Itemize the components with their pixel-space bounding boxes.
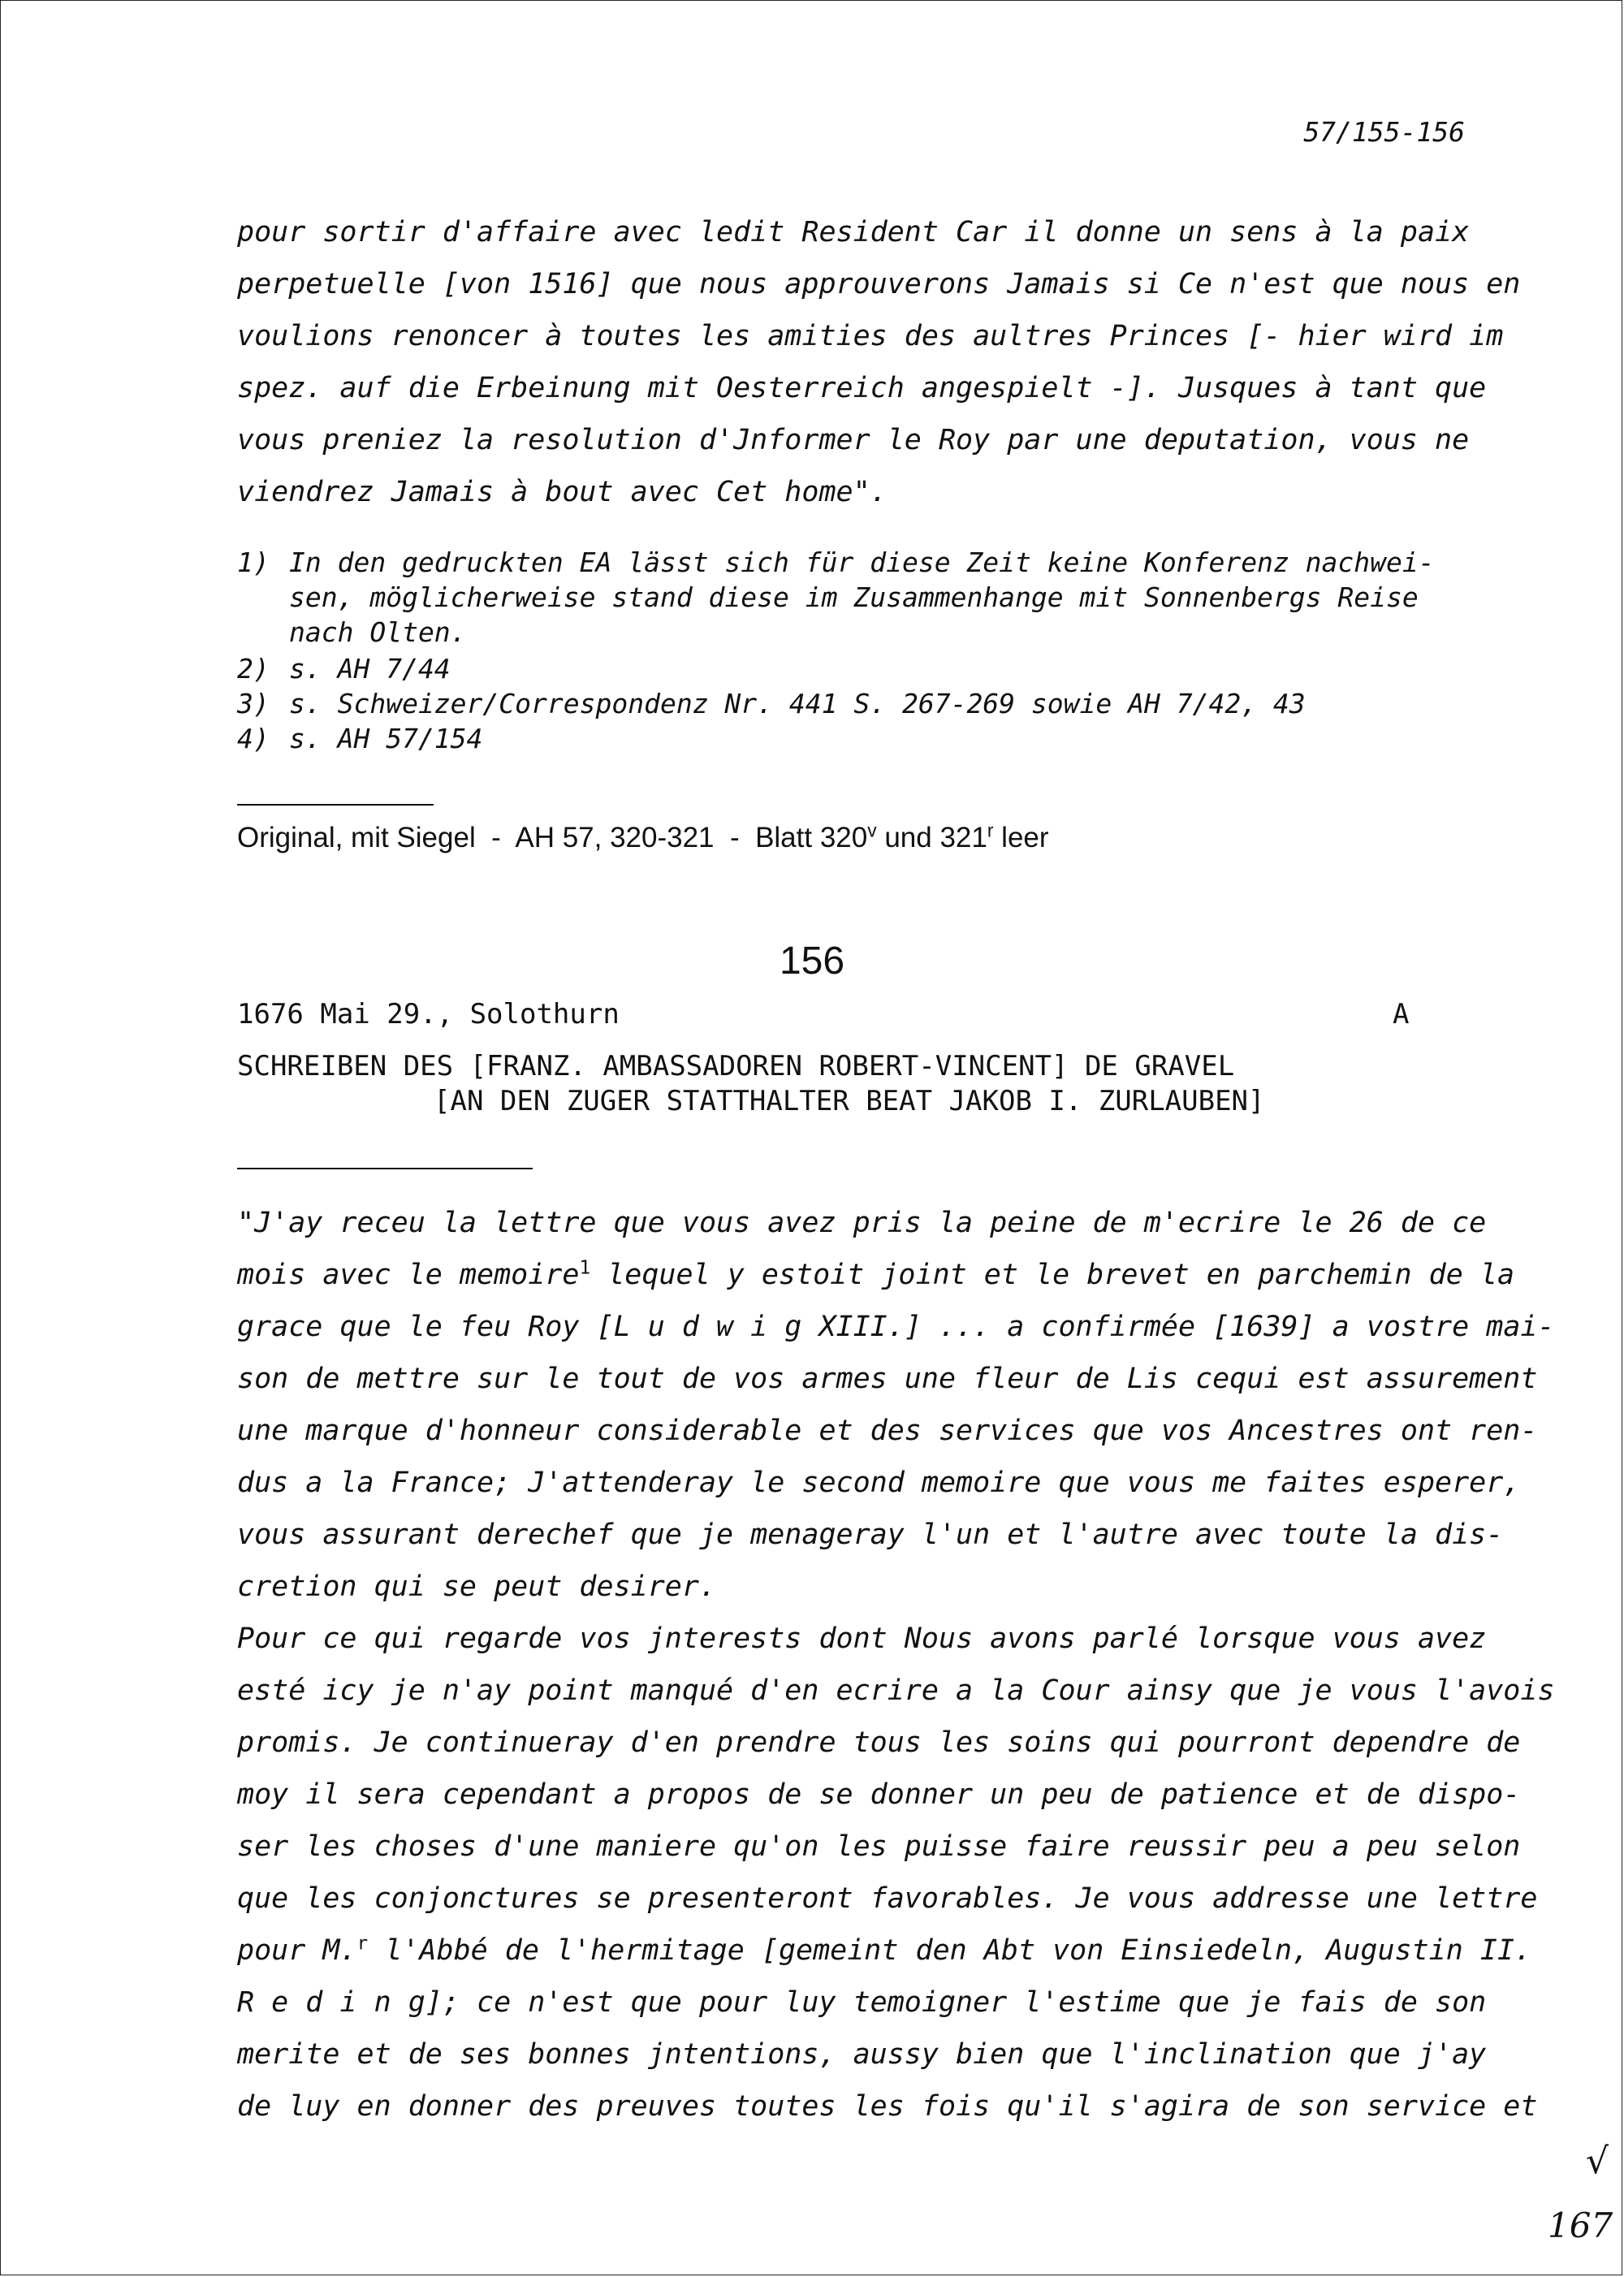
page-reference: 57/155-156 xyxy=(1303,116,1465,148)
document-title-line-1: SCHREIBEN DES [FRANZ. AMBASSADOREN ROBERT-VINCENT] DE GRAVEL xyxy=(237,1050,1235,1082)
text-line: dus a la France; J'attenderay le second memoire que vous me faites esperer, xyxy=(237,1467,1521,1499)
text-fragment: pour M. xyxy=(237,1934,357,1967)
text-line: Pour ce qui regarde vos jnterests dont Nous avons parlé lorsque vous avez xyxy=(237,1622,1487,1655)
source-note-sup-recto: r xyxy=(987,819,994,841)
footnote-number: 2) xyxy=(237,653,270,685)
text-line: esté icy je n'ay point manqué d'en ecrire a la Cour ainsy que je vous l'avois xyxy=(237,1674,1555,1707)
source-note-middle: und 321 xyxy=(876,822,987,853)
text-line xyxy=(237,1934,1531,1967)
source-note-prefix: Original, mit Siegel - AH 57, 320-321 - Blatt 320 xyxy=(237,822,868,853)
text-line: ser les choses d'une maniere qu'on les puisse faire reussir peu a peu selon xyxy=(237,1830,1521,1863)
superscript-r: r xyxy=(356,1933,369,1955)
footnote-line: s. AH 57/154 xyxy=(289,723,483,754)
document-marker: A xyxy=(1393,998,1410,1030)
text-line: viendrez Jamais à bout avec Cet home". xyxy=(237,476,888,508)
text-line: "J'ay receu la lettre que vous avez pris la peine de m'ecrire le 26 de ce xyxy=(237,1207,1487,1239)
text-line: merite et de ses bonnes jntentions, aussy bien que l'inclination que j'ay xyxy=(237,2038,1487,2071)
text-line: vous preniez la resolution d'Jnformer le Roy par une deputation, vous ne xyxy=(237,424,1470,456)
text-line: de luy en donner des preuves toutes les fois qu'il s'agira de son service et xyxy=(237,2090,1538,2123)
text-fragment: XIII.] ... a confirmée [1639] a vostre mai- xyxy=(801,1311,1555,1343)
text-line: vous assurant derechef que je menageray l'un et l'autre avec toute la dis- xyxy=(237,1519,1504,1551)
text-line xyxy=(237,1259,1514,1291)
text-line: que les conjonctures se presenteront favorables. Je vous addresse une lettre xyxy=(237,1882,1538,1915)
text-fragment: grace que le feu Roy [ xyxy=(237,1311,614,1343)
date-place: 1676 Mai 29., Solothurn xyxy=(237,998,620,1030)
text-line: une marque d'honneur considerable et des services que vos Ancestres ont ren- xyxy=(237,1415,1538,1447)
source-note xyxy=(237,819,1049,854)
spaced-name: L u d w i g xyxy=(613,1311,802,1343)
source-note-sup-verso: v xyxy=(867,819,877,841)
text-fragment: ]; ce n'est que pour luy temoigner l'estime que je fais de son xyxy=(425,1986,1487,2019)
text-line: cretion qui se peut desirer. xyxy=(237,1571,717,1603)
text-line: spez. auf die Erbeinung mit Oesterreich angespielt -]. Jusques à tant que xyxy=(237,372,1487,404)
source-note-suffix: leer xyxy=(993,822,1049,853)
footnote-line: sen, möglicherweise stand diese im Zusammenhange mit Sonnenbergs Reise xyxy=(289,581,1419,613)
text-line: perpetuelle [von 1516] que nous approuverons Jamais si Ce n'est que nous en xyxy=(237,268,1521,300)
text-fragment: lequel y estoit joint et le brevet en parchemin de la xyxy=(590,1259,1515,1291)
footnote-number: 3) xyxy=(237,688,270,719)
text-line: moy il sera cependant a propos de se donner un peu de patience et de dispo- xyxy=(237,1778,1521,1811)
handwritten-page-number: 167 xyxy=(1548,2206,1613,2245)
footnote-line: s. Schweizer/Correspondenz Nr. 441 S. 267-269 sowie AH 7/42, 43 xyxy=(289,688,1306,719)
spaced-name: R e d i n g xyxy=(237,1986,425,2019)
text-line: promis. Je continueray d'en prendre tous les soins qui pourront dependre de xyxy=(237,1726,1521,1759)
text-line xyxy=(237,1311,1555,1343)
footnote-line: In den gedruckten EA lässt sich für diese Zeit keine Konferenz nachwei- xyxy=(289,547,1435,578)
document-number: 156 xyxy=(779,940,845,983)
separator-rule xyxy=(237,804,434,806)
footnote-marker: 1 xyxy=(579,1257,591,1279)
text-line: son de mettre sur le tout de vos armes une fleur de Lis cequi est assurement xyxy=(237,1363,1538,1395)
text-fragment: mois avec le memoire xyxy=(237,1259,580,1291)
handwritten-check-mark: √ xyxy=(1586,2141,1609,2182)
separator-rule xyxy=(237,1168,533,1169)
footnote-number: 4) xyxy=(237,723,270,754)
document-title-line-2: [AN DEN ZUGER STATTHALTER BEAT JAKOB I. ZURLAUBEN] xyxy=(434,1085,1265,1117)
text-line: voulions renoncer à toutes les amities des aultres Princes [- hier wird im xyxy=(237,320,1504,352)
text-line xyxy=(237,1986,1486,2019)
footnote-number: 1) xyxy=(237,547,270,578)
text-fragment: l'Abbé de l'hermitage [gemeint den Abt von Einsiedeln, Augustin II. xyxy=(368,1934,1532,1967)
footnote-line: s. AH 7/44 xyxy=(289,653,451,685)
text-line: pour sortir d'affaire avec ledit Resident Car il donne un sens à la paix xyxy=(237,216,1470,248)
footnote-line: nach Olten. xyxy=(289,616,467,648)
